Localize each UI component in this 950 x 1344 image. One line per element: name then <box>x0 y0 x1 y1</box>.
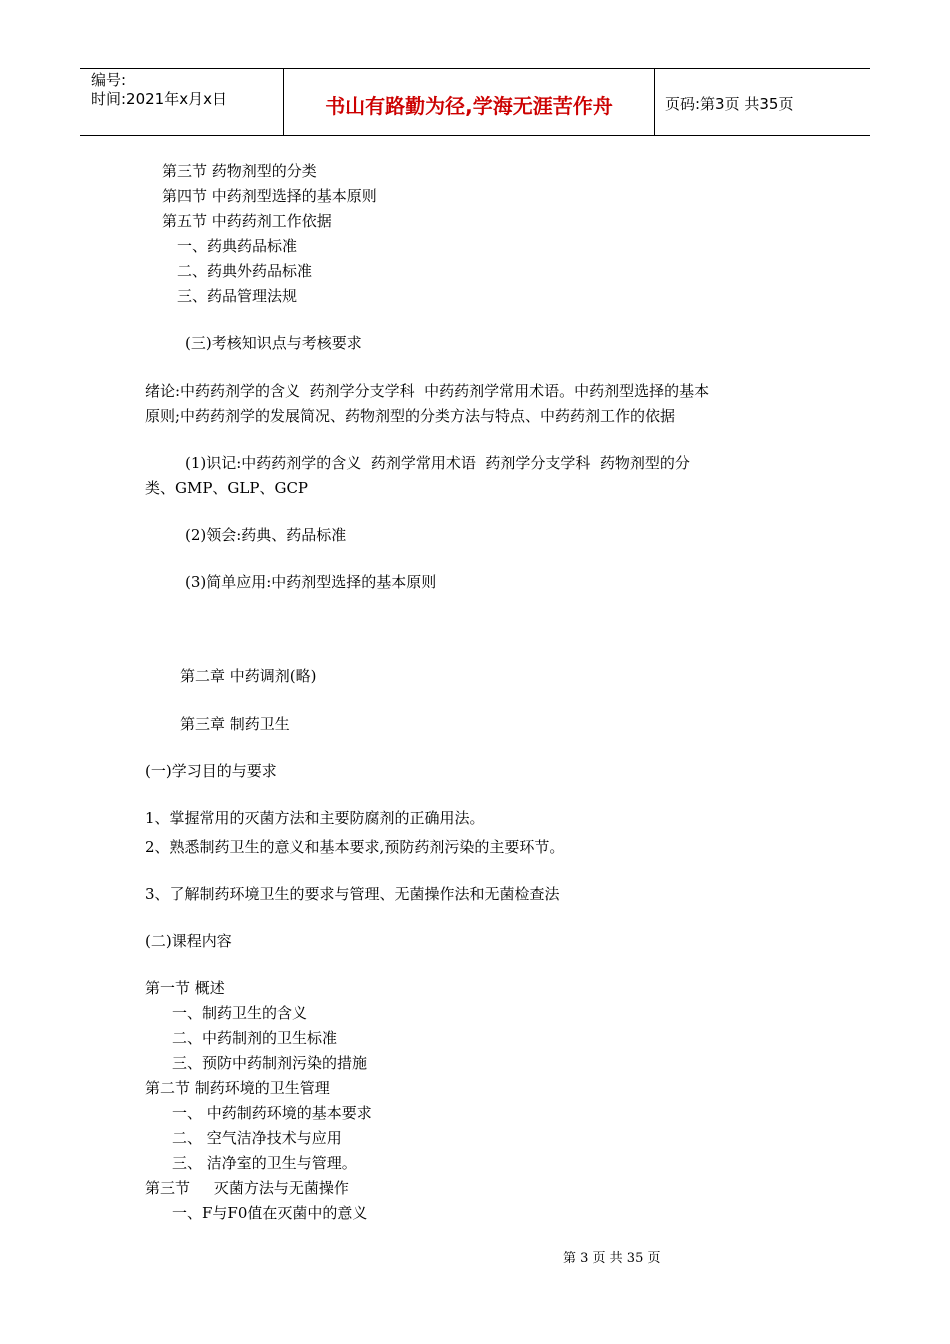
text-line: 二、中药制剂的卫生标准 <box>172 1029 338 1047</box>
text-line: (2)领会:药典、药品标准 <box>185 526 347 544</box>
header-page-label: 页码:第3页 共35页 <box>665 94 794 113</box>
text-line: 3、了解制药环境卫生的要求与管理、无菌操作法和无菌检查法 <box>145 885 560 903</box>
header-meta <box>80 69 283 135</box>
text-line: (1)识记:中药药剂学的含义 药剂学常用术语 药剂学分支学科 药物剂型的分 <box>185 454 690 472</box>
text-line: 一、F与F0值在灭菌中的意义 <box>172 1204 368 1222</box>
text-line: 类、GMP、GLP、GCP <box>145 479 309 497</box>
time-label: 时间:2021年x月x日 <box>91 90 227 108</box>
page-footer: 第 3 页 共 35 页 <box>563 1251 661 1266</box>
header-motto: 书山有路勤为径,学海无涯苦作舟 <box>283 69 655 135</box>
chapter-heading: 第二章 中药调剂(略) <box>180 667 317 685</box>
section-heading: (三)考核知识点与考核要求 <box>185 334 362 352</box>
text-line: 绪论:中药药剂学的含义 药剂学分支学科 中药药剂学常用术语。中药剂型选择的基本 <box>145 382 710 400</box>
text-line: 二、药典外药品标准 <box>177 262 313 280</box>
page-header <box>80 68 870 136</box>
serial-label: 编号: <box>91 71 127 89</box>
text-line: 第五节 中药药剂工作依据 <box>162 212 332 230</box>
text-line: (3)简单应用:中药剂型选择的基本原则 <box>185 573 437 591</box>
text-line: 第一节 概述 <box>145 979 225 997</box>
text-line: 三、 洁净室的卫生与管理。 <box>172 1154 357 1172</box>
text-line: 原则;中药药剂学的发展简况、药物剂型的分类方法与特点、中药药剂工作的依据 <box>145 407 676 425</box>
text-line: 二、 空气洁净技术与应用 <box>172 1129 342 1147</box>
text-line: 三、预防中药制剂污染的措施 <box>172 1054 368 1072</box>
text-line: 1、掌握常用的灭菌方法和主要防腐剂的正确用法。 <box>145 809 485 827</box>
section-heading: (二)课程内容 <box>145 932 232 950</box>
text-line: 第三节 灭菌方法与无菌操作 <box>145 1179 349 1197</box>
text-line: 一、制药卫生的含义 <box>172 1004 308 1022</box>
text-line: 三、药品管理法规 <box>177 287 298 305</box>
section-heading: (一)学习目的与要求 <box>145 762 277 780</box>
text-line: 第四节 中药剂型选择的基本原则 <box>162 187 377 205</box>
chapter-heading: 第三章 制药卫生 <box>180 715 290 733</box>
text-line: 第三节 药物剂型的分类 <box>162 162 317 180</box>
text-line: 一、 中药制药环境的基本要求 <box>172 1104 372 1122</box>
text-line: 一、药典药品标准 <box>177 237 298 255</box>
text-line: 2、熟悉制药卫生的意义和基本要求,预防药剂污染的主要环节。 <box>145 838 565 856</box>
text-line: 第二节 制药环境的卫生管理 <box>145 1079 330 1097</box>
